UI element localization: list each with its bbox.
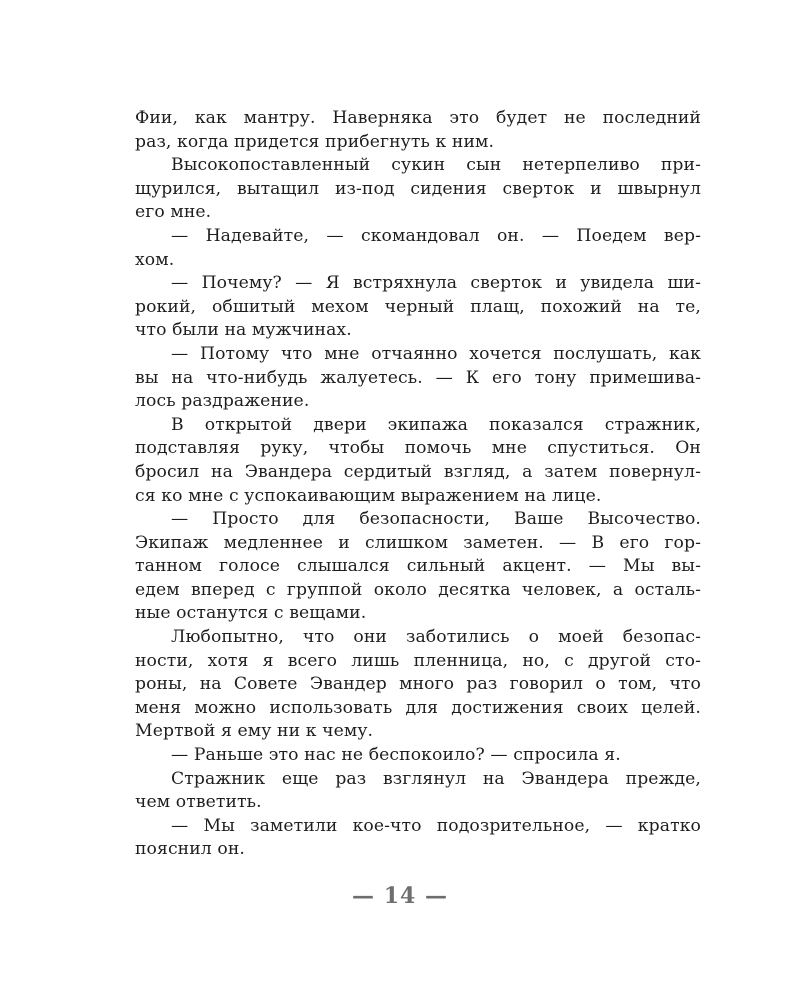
text-line: лось раздражение.: [135, 391, 310, 412]
text-line: танном голосе слышался сильный акцент. — Мы вы-: [135, 556, 701, 577]
text-line: роны, на Совете Эвандер много раз говорил о том, что: [135, 674, 701, 695]
text-line: бросил на Эвандера сердитый взгляд, а затем повернул-: [135, 461, 701, 482]
text-line: ности, хотя я всего лишь пленница, но, с другой сто-: [135, 650, 701, 671]
text-line: Высокопоставленный сукин сын нетерпеливо при-: [171, 155, 701, 176]
text-line: хом.: [135, 249, 175, 270]
text-line: щурился, вытащил из-под сидения сверток и швырнул: [135, 178, 701, 199]
text-line: ные останутся с вещами.: [135, 603, 367, 624]
text-line: Экипаж медленнее и слишком заметен. — В его гор-: [135, 532, 701, 553]
text-line: Стражник еще раз взглянул на Эвандера прежде,: [171, 768, 701, 789]
text-line: — Мы заметили кое-что подозрительное, — кратко: [171, 815, 701, 836]
text-line: вы на что-нибудь жалуетесь. — К его тону примешива-: [135, 367, 701, 388]
text-line: пояснил он.: [135, 839, 245, 860]
text-line: — Потому что мне отчаянно хочется послушать, как: [171, 343, 701, 364]
page-number: — 14 —: [352, 883, 448, 909]
text-line: В открытой двери экипажа показался стражник,: [171, 414, 701, 435]
text-line: — Просто для безопасности, Ваше Высочество.: [171, 509, 701, 530]
text-line: подставляя руку, чтобы помочь мне спуститься. Он: [135, 438, 701, 459]
text-line: — Надевайте, — скомандовал он. — Поедем вер-: [171, 225, 701, 246]
text-line: раз, когда придется прибегнуть к ним.: [135, 131, 495, 152]
text-line: едем вперед с группой около десятка человек, а осталь-: [135, 579, 701, 600]
text-line: что были на мужчинах.: [135, 320, 352, 341]
text-line: Любопытно, что они заботились о моей безопас-: [171, 627, 701, 648]
text-line: его мне.: [135, 202, 212, 223]
text-line: Мертвой я ему ни к чему.: [135, 721, 374, 742]
text-line: Фии, как мантру. Наверняка это будет не последний: [135, 108, 701, 128]
text-line: — Раньше это нас не беспокоило? — спросила я.: [171, 745, 621, 766]
text-line: меня можно использовать для достижения своих целей.: [135, 697, 701, 718]
text-line: ся ко мне с успокаивающим выражением на лице.: [135, 485, 602, 506]
text-line: чем ответить.: [135, 792, 262, 813]
text-line: — Почему? — Я встряхнула сверток и увидела ши-: [171, 273, 701, 294]
page-body: [135, 107, 701, 862]
text-line: рокий, обшитый мехом черный плащ, похожий на те,: [135, 296, 701, 317]
